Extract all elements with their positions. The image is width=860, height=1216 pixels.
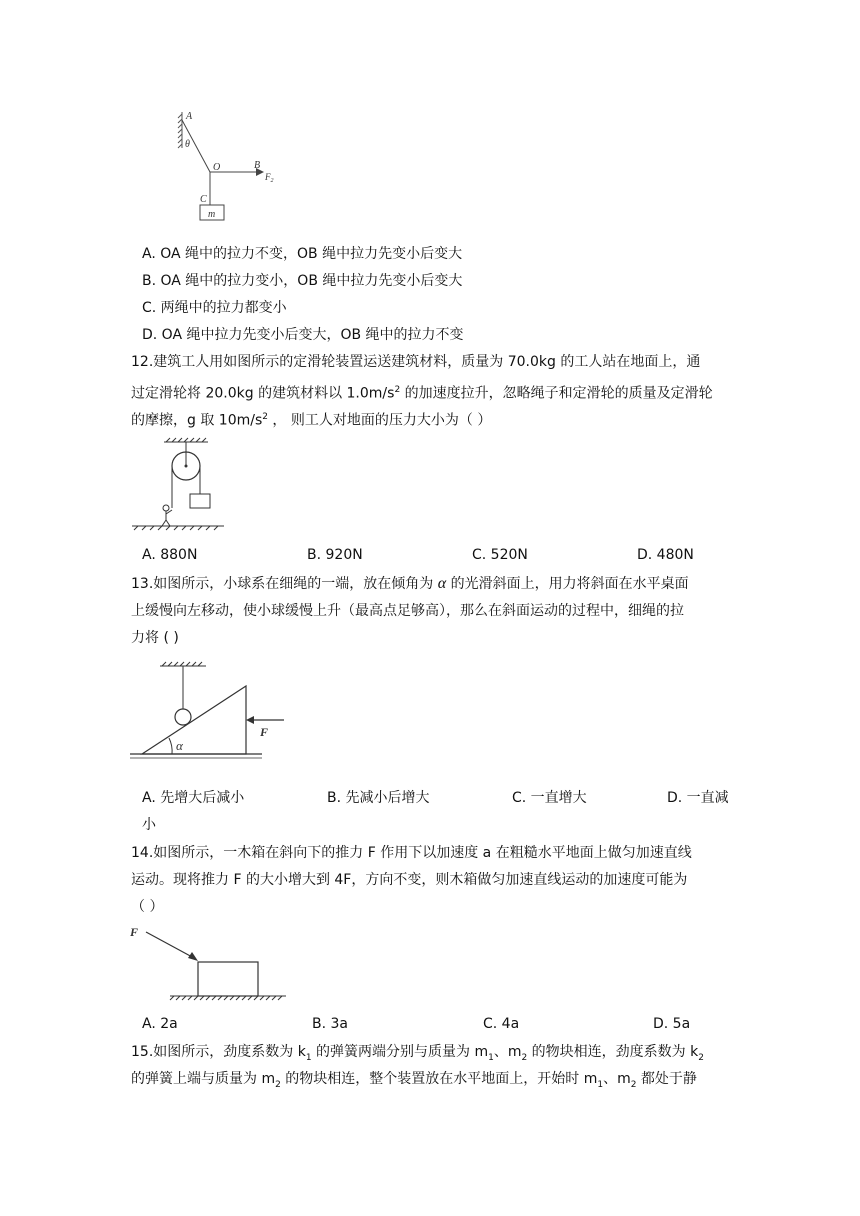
q12-stem-line1: 12.建筑工人用如图所示的定滑轮装置运送建筑材料，质量为 70.0kg 的工人站在地面上，通	[131, 354, 701, 370]
incline	[142, 686, 246, 754]
ceiling-hatch	[164, 438, 208, 442]
q14-option-b: B. 3a	[312, 1016, 348, 1032]
q14-option-c: C. 4a	[483, 1016, 520, 1032]
material-box	[190, 494, 210, 508]
label-f: F	[130, 925, 139, 939]
wooden-box	[198, 962, 258, 996]
q13-stem-line3: 力将 ( )	[131, 630, 179, 646]
push-arrow	[146, 932, 194, 958]
q13-incline-figure	[126, 658, 290, 770]
q12-option-b: B. 920N	[307, 547, 363, 563]
label-f: F	[260, 725, 269, 739]
q12-stem-line2: 过定滑轮将 20.0kg 的建筑材料以 $1.0m/s^2$ 的加速度拉升，忽略绳子和定滑轮的质量及定滑轮	[131, 385, 713, 402]
q13-option-a: A. 先增大后减小	[142, 790, 245, 806]
ground-hatch	[170, 996, 286, 1000]
label-c: C	[200, 194, 207, 205]
q11-option-a: A. OA 绳中的拉力不变，OB 绳中拉力先变小后变大	[142, 246, 463, 262]
q11-option-c: C. 两绳中的拉力都变小	[142, 300, 287, 316]
label-theta: θ	[185, 139, 190, 150]
label-f2: $F_2$	[265, 172, 274, 184]
q12-option-a: A. 880N	[142, 547, 198, 563]
wall-hatch	[178, 112, 182, 148]
ceiling-hatch	[160, 662, 206, 666]
q12-option-c: C. 520N	[472, 547, 528, 563]
label-b: B	[254, 160, 261, 171]
q11-figure	[168, 108, 288, 224]
ground-hatch	[132, 526, 224, 530]
q14-stem-line2: 运动。现将推力 F 的大小增大到 4F，方向不变，则木箱做匀加速直线运动的加速度可能为	[131, 872, 688, 888]
q11-option-b: B. OA 绳中的拉力变小，OB 绳中拉力先变小后变大	[142, 273, 463, 289]
q13-stem-line2: 上缓慢向左移动，使小球缓慢上升（最高点足够高），那么在斜面运动的过程中，细绳的拉	[131, 603, 684, 619]
ball	[175, 709, 191, 725]
q13-option-d: D. 一直减	[667, 790, 729, 806]
q12-option-d: D. 480N	[637, 547, 694, 563]
q13-stem-line1: 13.如图所示，小球系在细绳的一端，放在倾角为 α 的光滑斜面上，用力将斜面在水平桌面	[131, 575, 689, 592]
q14-stem-line3: （ ）	[131, 899, 164, 915]
q13-option-d-wrap: 小	[142, 817, 156, 833]
q12-stem-line3: 的摩擦，g 取 $10m/s^2$ ， 则工人对地面的压力大小为（ ）	[131, 412, 492, 429]
q13-option-c: C. 一直增大	[512, 790, 587, 806]
label-alpha: α	[176, 738, 183, 753]
worker-figure	[162, 505, 172, 526]
q15-stem-line2: 的弹簧上端与质量为 $m_2$ 的物块相连，整个装置放在水平地面上，开始时 $m_1$、$m_2$ 都处于静	[131, 1071, 697, 1090]
label-o: O	[213, 162, 221, 173]
q14-box-figure	[126, 920, 292, 1008]
label-a: A	[186, 111, 193, 122]
q13-option-b: B. 先减小后增大	[327, 790, 430, 806]
q12-pulley-figure	[128, 436, 228, 536]
q11-option-d: D. OA 绳中拉力先变小后变大，OB 绳中的拉力不变	[142, 327, 464, 343]
label-m: m	[208, 209, 216, 220]
q14-option-a: A. 2a	[142, 1016, 178, 1032]
q14-option-d: D. 5a	[653, 1016, 691, 1032]
q15-stem-line1: 15.如图所示，劲度系数为 $k_1$ 的弹簧两端分别与质量为 $m_1$、$m_2$ 的物块相连，劲度系数为 $k_2$	[131, 1044, 704, 1063]
angle-arc	[169, 738, 172, 754]
q14-stem-line1: 14.如图所示，一木箱在斜向下的推力 F 作用下以加速度 a 在粗糙水平地面上做匀加速直线	[131, 845, 692, 861]
